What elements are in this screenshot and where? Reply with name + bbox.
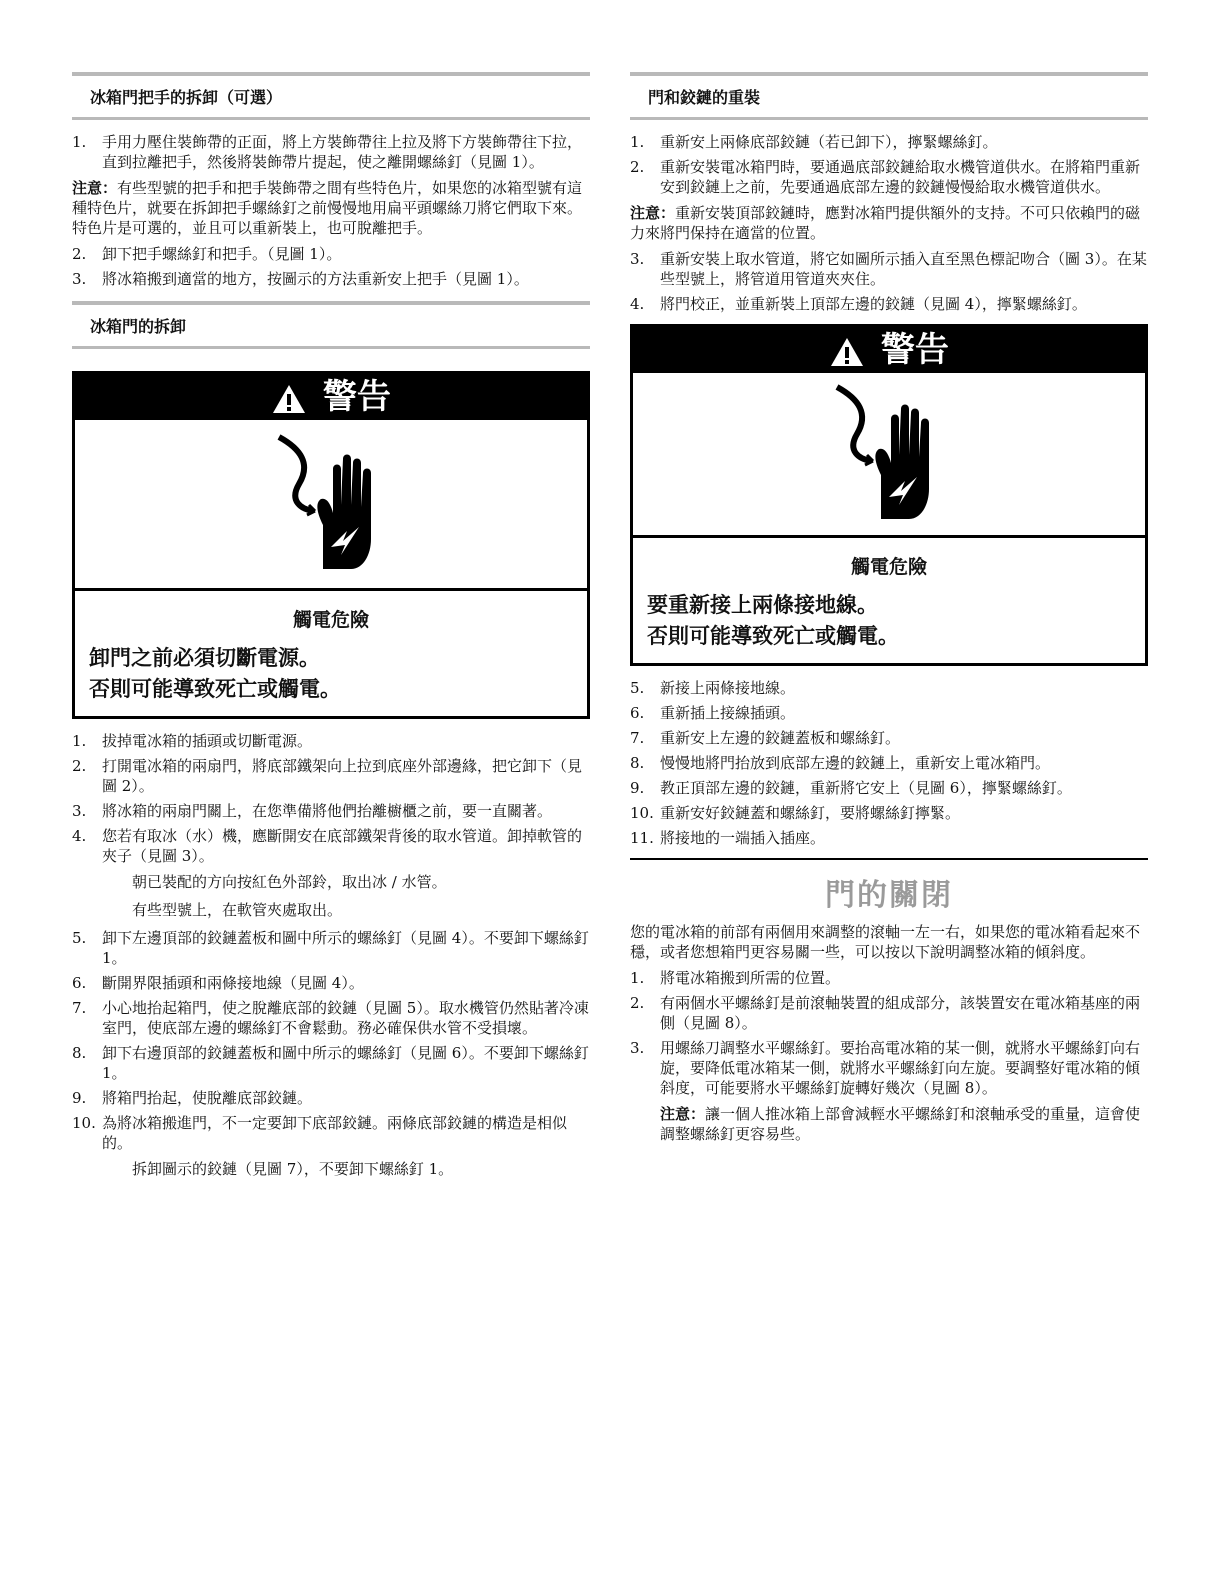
list-item: 4. 您若有取冰（水）機，應斷開安在底部鐵架背後的取水管道。卸掉軟管的夾子（見圖 3）。 — [72, 827, 583, 865]
section-title-handle-removal: 冰箱門把手的拆卸（可選） — [72, 72, 590, 120]
electric-shock-hand-icon — [75, 420, 587, 591]
section-title-reinstall: 門和鉸鏈的重裝 — [630, 72, 1148, 120]
list-item: 1. 將電冰箱搬到所需的位置。 — [630, 969, 841, 987]
electric-shock-hand-icon — [633, 373, 1145, 538]
warning-triangle-icon — [829, 336, 865, 368]
handle-steps-1 — [72, 132, 590, 172]
list-item: 8. 卸下右邊頂部的鉸鏈蓋板和圖中所示的螺絲釘（見圖 6）。不要卸下螺絲釘 1。 — [72, 1044, 589, 1082]
sub-step: 有些型號上，在軟管夾處取出。 — [132, 901, 343, 919]
list-item: 2. 卸下把手螺絲釘和把手。（見圖 1）。 — [72, 245, 342, 263]
list-item: 1. 重新安上兩條底部鉸鏈（若已卸下），擰緊螺絲釘。 — [630, 133, 998, 151]
list-item: 3. 重新安裝上取水管道，將它如圖所示插入直至黑色標記吻合（圖 3）。在某些型號上，將管道用管道夾夾住。 — [630, 250, 1147, 288]
divider — [630, 858, 1148, 860]
list-item: 9. 將箱門抬起，使脫離底部鉸鏈。 — [72, 1089, 313, 1107]
door-closing-note: 注意：讓一個人推冰箱上部會減輕水平螺絲釘和滾軸承受的重量，這會使調整螺絲釘更容易些。 — [660, 1105, 1141, 1143]
door-closing-steps — [630, 968, 1148, 1098]
list-item: 2. 有兩個水平螺絲釘是前滾軸裝置的組成部分，該裝置安在電冰箱基座的兩側（見圖 8）。 — [630, 994, 1141, 1032]
list-item: 6. 斷開界限插頭和兩條接地線（見圖 4）。 — [72, 974, 364, 992]
warning-line: 卸門之前必須切斷電源。 — [89, 645, 320, 670]
list-item: 8. 慢慢地將門抬放到底部左邊的鉸鏈上，重新安上電冰箱門。 — [630, 754, 1051, 772]
reinstall-steps-2 — [630, 249, 1148, 314]
warning-header: 警告 — [75, 374, 587, 420]
list-item: 10. 重新安好鉸鏈蓋和螺絲釘，要將螺絲釘擰緊。 — [630, 804, 961, 822]
list-item: 11. 將接地的一端插入插座。 — [630, 829, 826, 847]
warning-line: 要重新接上兩條接地線。 — [647, 592, 878, 617]
warning-line: 否則可能導致死亡或觸電。 — [647, 623, 899, 648]
warning-title: 觸電危險 — [292, 609, 369, 631]
list-item: 7. 小心地抬起箱門，使之脫離底部的鉸鏈（見圖 5）。取水機管仍然貼著冷凍室門，使底部左邊的螺絲釘不會鬆動。務必確保供水管不受損壞。 — [72, 999, 589, 1037]
list-item: 3. 將冰箱搬到適當的地方，按圖示的方法重新安上把手（見圖 1）。 — [72, 270, 529, 288]
reinstall-steps — [630, 132, 1148, 197]
door-removal-steps — [72, 731, 590, 866]
list-item: 7. 重新安上左邊的鉸鏈蓋板和螺絲釘。 — [630, 729, 901, 747]
door-closing-intro: 您的電冰箱的前部有兩個用來調整的滾軸一左一右，如果您的電冰箱看起來不穩，或者您想箱門更容易關一些，可以按以下說明調整冰箱的傾斜度。 — [630, 923, 1141, 961]
list-item: 5. 卸下左邊頂部的鉸鏈蓋板和圖中所示的螺絲釘（見圖 4）。不要卸下螺絲釘 1。 — [72, 929, 589, 967]
reinstall-steps-3 — [630, 678, 1148, 848]
warning-line: 否則可能導致死亡或觸電。 — [89, 676, 341, 701]
left-column — [72, 72, 590, 1187]
sub-step: 拆卸圖示的鉸鏈（見圖 7），不要卸下螺絲釘 1。 — [132, 1160, 454, 1178]
warning-triangle-icon — [271, 383, 307, 415]
list-item: 3. 將冰箱的兩扇門關上，在您準備將他們抬離櫥櫃之前，要一直關著。 — [72, 802, 553, 820]
list-item: 1. 拔掉電冰箱的插頭或切斷電源。 — [72, 732, 313, 750]
list-item: 2. 打開電冰箱的兩扇門，將底部鐵架向上拉到底座外部邊緣，把它卸下（見圖 2）。 — [72, 757, 583, 795]
sub-step: 朝已裝配的方向按紅色外部鈴，取出冰 / 水管。 — [132, 873, 447, 891]
list-item: 9. 教正頂部左邊的鉸鏈，重新將它安上（見圖 6），擰緊螺絲釘。 — [630, 779, 1072, 797]
door-removal-steps-2 — [72, 928, 590, 1153]
list-item: 6. 重新插上接線插頭。 — [630, 704, 796, 722]
reinstall-note: 注意：重新安裝頂部鉸鏈時，應對冰箱門提供額外的支持。不可只依賴門的磁力來將門保持在適當的位置。 — [630, 204, 1141, 242]
handle-note: 注意：有些型號的把手和把手裝飾帶之間有些特色片，如果您的冰箱型號有這種特色片，就要在拆卸把手螺絲釘之前慢慢地用扁平頭螺絲刀將它們取下來。特色片是可選的，並且可以重新裝上，也可脫離把手。 — [72, 179, 583, 237]
handle-steps-2 — [72, 244, 590, 289]
list-item: 5. 新接上兩條接地線。 — [630, 679, 796, 697]
right-column — [630, 72, 1148, 1150]
warning-title: 觸電危險 — [850, 556, 927, 578]
warning-box — [630, 324, 1148, 666]
section-title-door-removal: 冰箱門的拆卸 — [72, 301, 590, 349]
list-item: 4. 將門校正，並重新裝上頂部左邊的鉸鏈（見圖 4），擰緊螺絲釘。 — [630, 295, 1087, 313]
warning-box — [72, 371, 590, 719]
section-title-door-closing: 門的關閉 — [825, 878, 953, 913]
list-item: 1. 手用力壓住裝飾帶的正面，將上方裝飾帶往上拉及將下方裝飾帶往下拉，直到拉離把手，然後將裝飾帶片提起，使之離開螺絲釘（見圖 1）。 — [72, 133, 583, 171]
list-item: 10. 為將冰箱搬進門，不一定要卸下底部鉸鏈。兩條底部鉸鏈的構造是相似的。 — [72, 1114, 568, 1152]
list-item: 2. 重新安裝電冰箱門時，要通過底部鉸鏈給取水機管道供水。在將箱門重新安到鉸鏈上之前，先要通過底部左邊的鉸鏈慢慢給取水機管道供水。 — [630, 158, 1141, 196]
list-item: 3. 用螺絲刀調整水平螺絲釘。要抬高電冰箱的某一側，就將水平螺絲釘向右旋，要降低電冰箱某一側，就將水平螺絲釘向左旋。要調整好電冰箱的傾斜度，可能要將水平螺絲釘旋轉好幾次（見圖 8）。 — [630, 1039, 1141, 1097]
warning-header: 警告 — [633, 327, 1145, 373]
